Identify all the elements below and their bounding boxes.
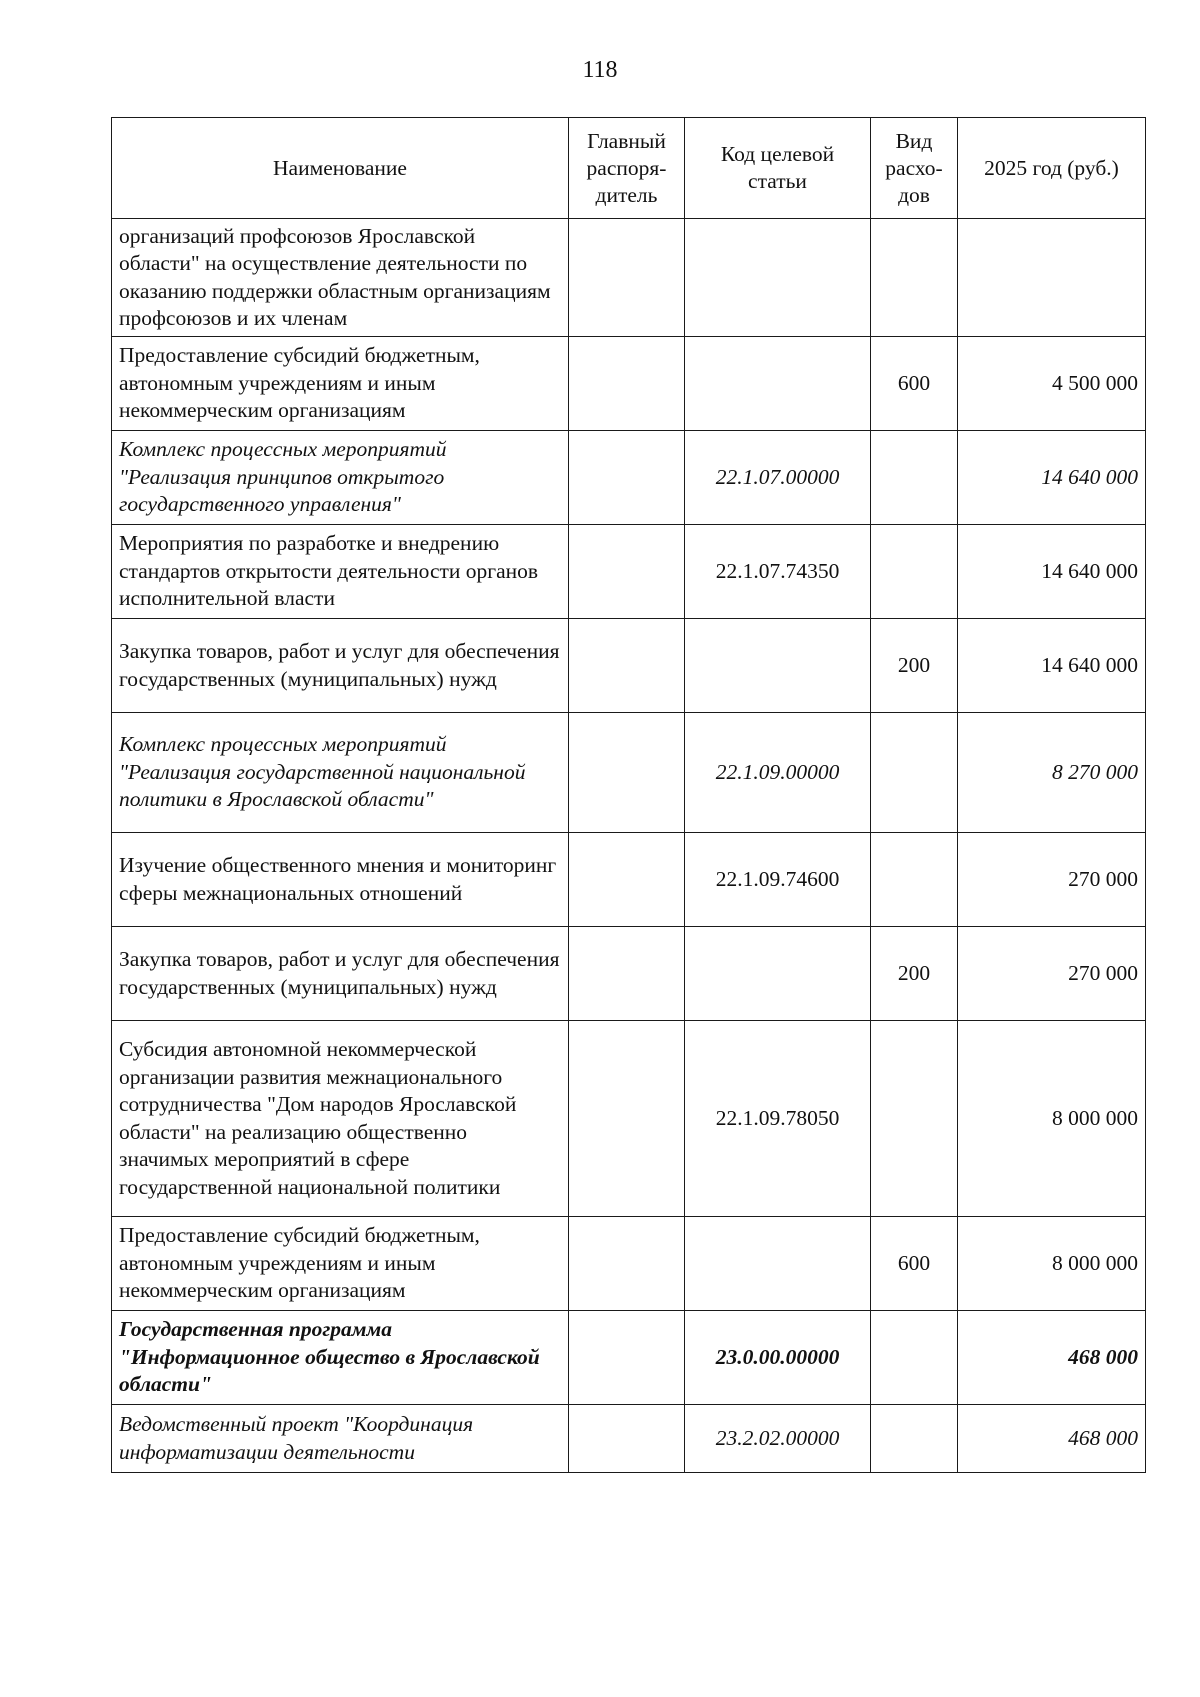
cell-target-code: 23.2.02.00000 <box>685 1405 871 1473</box>
cell-name: Комплекс процессных мероприятий "Реализация государственной национальной политики в Ярославской области" <box>112 713 569 833</box>
cell-amount: 468 000 <box>958 1311 1146 1405</box>
table-row <box>112 1311 1146 1405</box>
cell-main-manager <box>569 219 685 337</box>
table-row <box>112 1405 1146 1473</box>
cell-target-code: 22.1.09.78050 <box>685 1021 871 1217</box>
cell-main-manager <box>569 1405 685 1473</box>
table-row <box>112 619 1146 713</box>
cell-expense-type <box>871 1021 958 1217</box>
budget-table <box>111 117 1146 1473</box>
cell-amount: 468 000 <box>958 1405 1146 1473</box>
cell-main-manager <box>569 337 685 431</box>
cell-expense-type: 600 <box>871 1217 958 1311</box>
cell-name: Закупка товаров, работ и услуг для обеспечения государственных (муниципальных) нужд <box>112 619 569 713</box>
cell-main-manager <box>569 431 685 525</box>
cell-target-code <box>685 619 871 713</box>
cell-name: Предоставление субсидий бюджетным, автономным учреждениям и иным некоммерческим организациям <box>112 1217 569 1311</box>
table-row <box>112 833 1146 927</box>
table-row <box>112 525 1146 619</box>
table-row <box>112 1021 1146 1217</box>
cell-amount: 8 000 000 <box>958 1217 1146 1311</box>
cell-main-manager <box>569 713 685 833</box>
cell-main-manager <box>569 525 685 619</box>
cell-expense-type <box>871 1311 958 1405</box>
cell-main-manager <box>569 1217 685 1311</box>
table-row <box>112 337 1146 431</box>
cell-name: Мероприятия по разработке и внедрению стандартов открытости деятельности органов исполнительной власти <box>112 525 569 619</box>
cell-main-manager <box>569 619 685 713</box>
cell-target-code <box>685 337 871 431</box>
cell-amount <box>958 219 1146 337</box>
cell-target-code: 22.1.09.00000 <box>685 713 871 833</box>
cell-name: Субсидия автономной некоммерческой организации развития межнационального сотрудничества "Дом народов Ярославской области" на реализацию общественно значимых мероприятий в сфере государственной национальной политики <box>112 1021 569 1217</box>
cell-amount: 14 640 000 <box>958 525 1146 619</box>
table-header-row <box>112 118 1146 219</box>
cell-main-manager <box>569 833 685 927</box>
cell-expense-type <box>871 1405 958 1473</box>
table-row <box>112 219 1146 337</box>
table-row <box>112 1217 1146 1311</box>
cell-expense-type <box>871 525 958 619</box>
cell-target-code <box>685 927 871 1021</box>
page-number: 118 <box>582 57 618 83</box>
table-row <box>112 927 1146 1021</box>
cell-target-code: 22.1.07.00000 <box>685 431 871 525</box>
cell-expense-type: 200 <box>871 619 958 713</box>
table-body <box>112 219 1146 1473</box>
cell-expense-type <box>871 713 958 833</box>
cell-name: Изучение общественного мнения и мониторинг сферы межнациональных отношений <box>112 833 569 927</box>
cell-amount: 14 640 000 <box>958 619 1146 713</box>
cell-target-code <box>685 1217 871 1311</box>
cell-target-code: 23.0.00.00000 <box>685 1311 871 1405</box>
cell-amount: 4 500 000 <box>958 337 1146 431</box>
header-name: Наименование <box>112 118 569 219</box>
cell-expense-type <box>871 431 958 525</box>
cell-name: Комплекс процессных мероприятий "Реализация принципов открытого государственного управления" <box>112 431 569 525</box>
cell-amount: 14 640 000 <box>958 431 1146 525</box>
header-amount-2025: 2025 год (руб.) <box>958 118 1146 219</box>
cell-target-code <box>685 219 871 337</box>
cell-expense-type: 200 <box>871 927 958 1021</box>
cell-name: Ведомственный проект "Координация информатизации деятельности <box>112 1405 569 1473</box>
header-target-code: Код целевой статьи <box>685 118 871 219</box>
cell-expense-type <box>871 219 958 337</box>
cell-name: Предоставление субсидий бюджетным, автономным учреждениям и иным некоммерческим организациям <box>112 337 569 431</box>
cell-target-code: 22.1.09.74600 <box>685 833 871 927</box>
cell-main-manager <box>569 1021 685 1217</box>
cell-amount: 270 000 <box>958 927 1146 1021</box>
cell-expense-type <box>871 833 958 927</box>
cell-target-code: 22.1.07.74350 <box>685 525 871 619</box>
cell-name: Государственная программа "Информационное общество в Ярославской области" <box>112 1311 569 1405</box>
cell-name: Закупка товаров, работ и услуг для обеспечения государственных (муниципальных) нужд <box>112 927 569 1021</box>
table-row <box>112 713 1146 833</box>
cell-main-manager <box>569 927 685 1021</box>
table-row <box>112 431 1146 525</box>
cell-amount: 8 000 000 <box>958 1021 1146 1217</box>
cell-amount: 270 000 <box>958 833 1146 927</box>
header-main-manager: Главный распоря-дитель <box>569 118 685 219</box>
cell-expense-type: 600 <box>871 337 958 431</box>
cell-main-manager <box>569 1311 685 1405</box>
cell-name: организаций профсоюзов Ярославской области" на осуществление деятельности по оказанию поддержки областным организациям профсоюзов и их членам <box>112 219 569 337</box>
cell-amount: 8 270 000 <box>958 713 1146 833</box>
header-expense-type: Вид расхо-дов <box>871 118 958 219</box>
